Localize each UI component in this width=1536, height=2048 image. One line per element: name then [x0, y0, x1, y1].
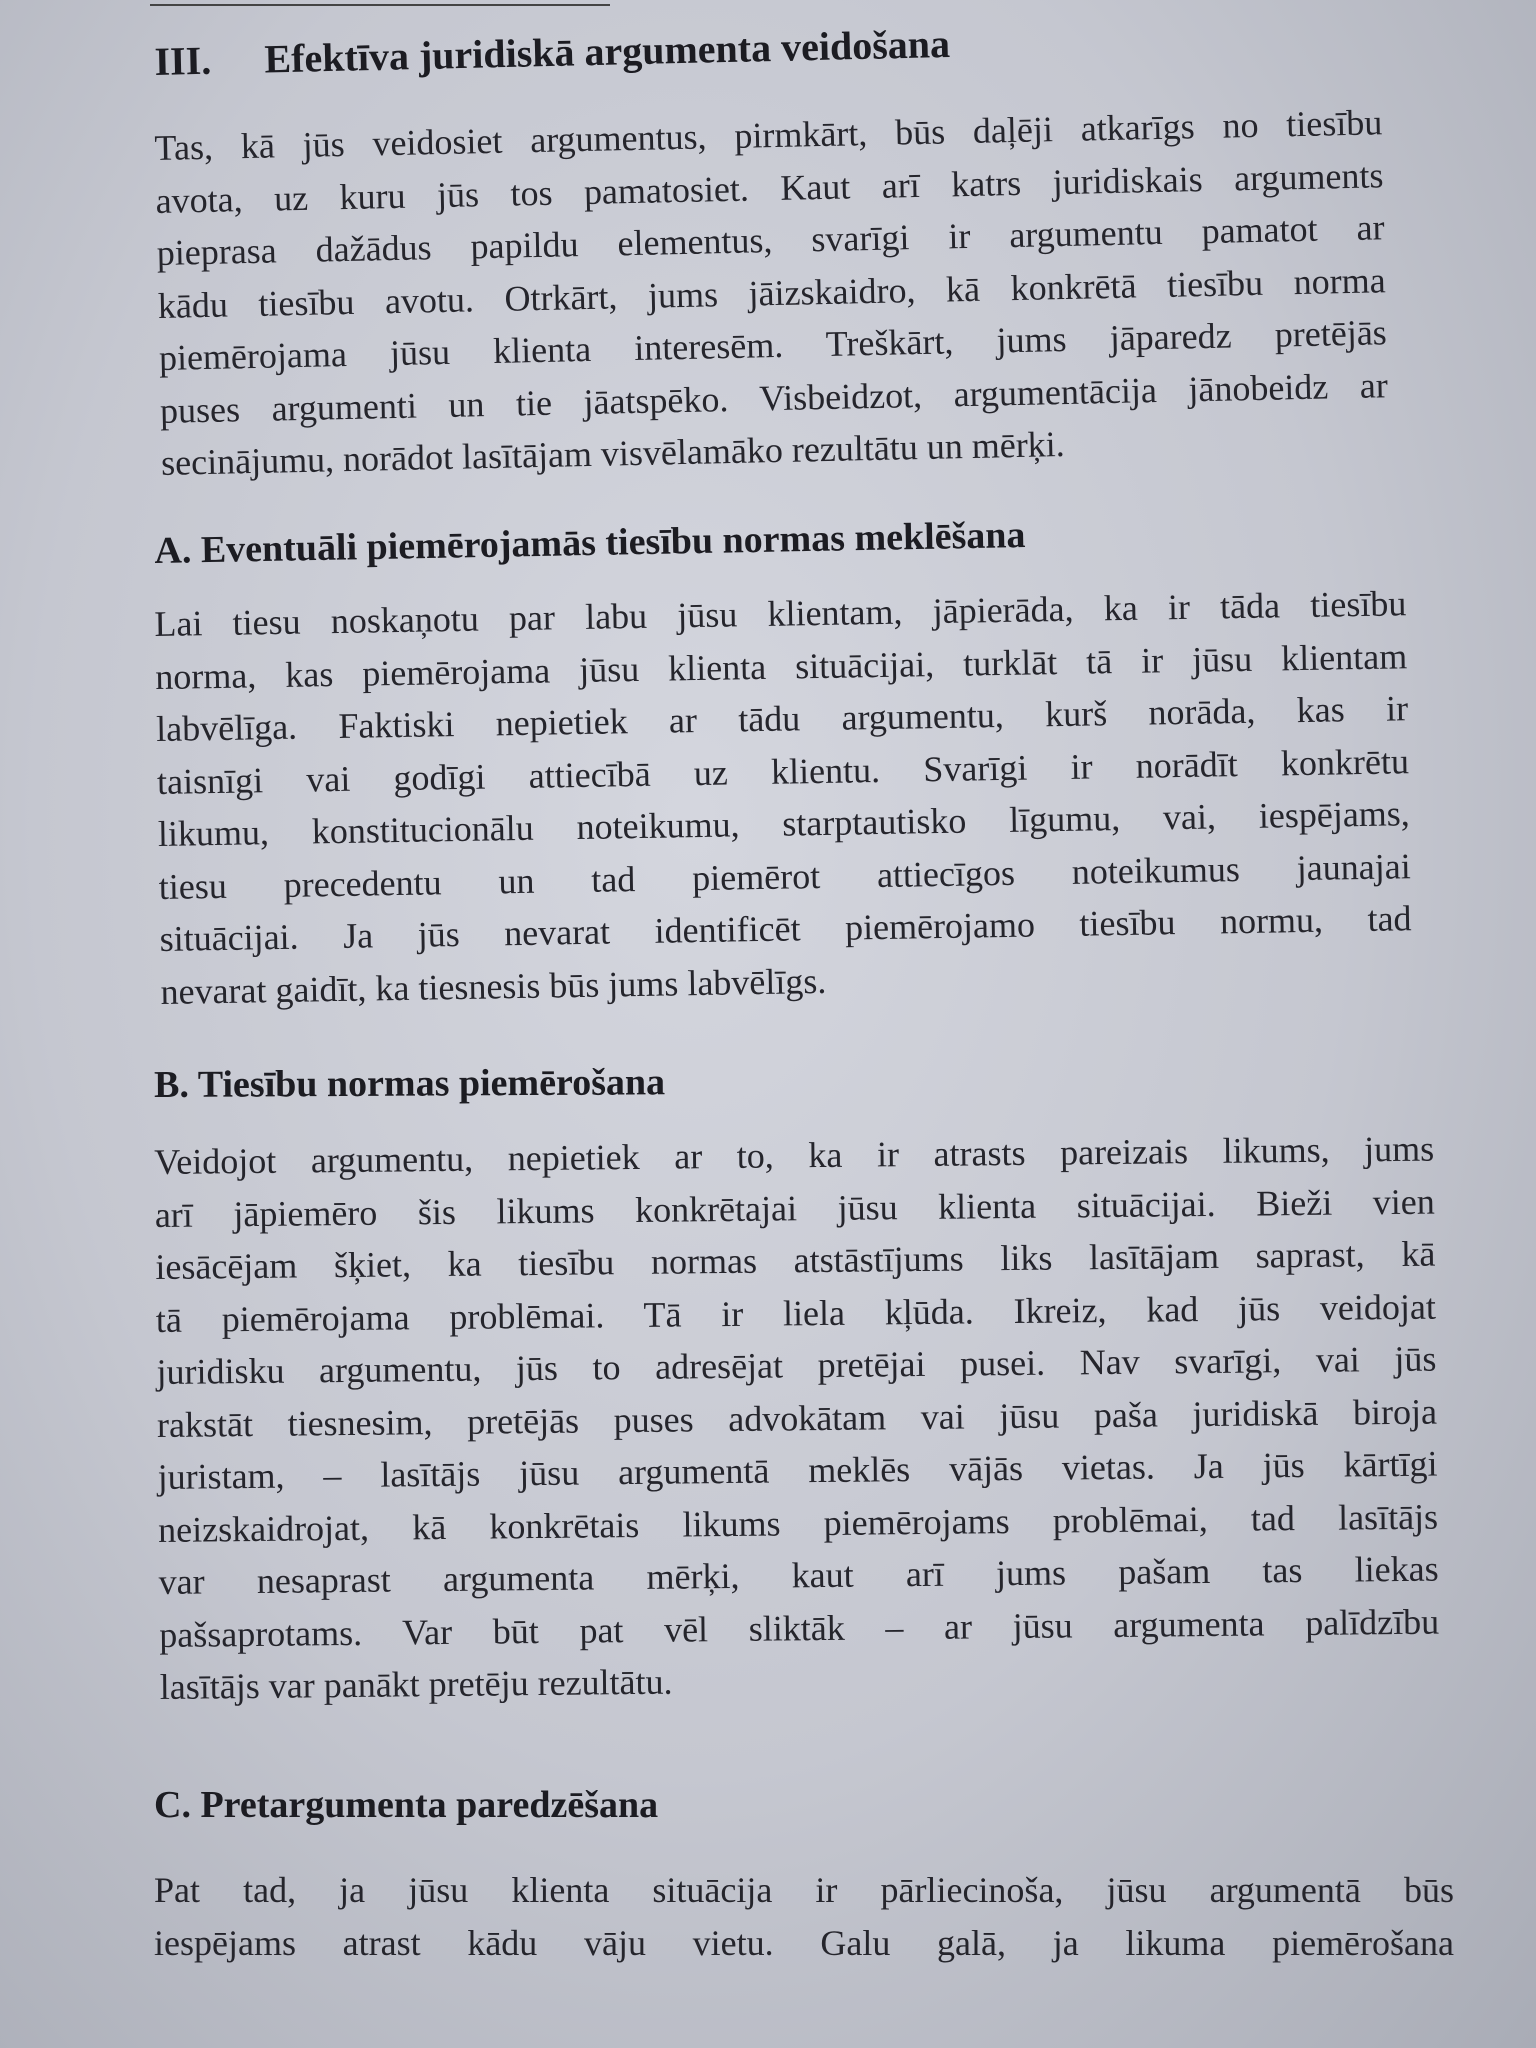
paragraph-line: norma, kas piemērojama jūsu klienta situācijai, turklāt tā ir jūsu klientam — [154, 635, 1408, 697]
intro-paragraph — [154, 96, 1389, 489]
paragraph-line: kādu tiesību avotu. Otrkārt, jums jāizskaidro, kā konkrētā tiesību norma — [157, 259, 1386, 326]
paragraph-line: situācijai. Ja jūs nevarat identificēt piemērojamo tiesību normu, tad — [159, 898, 1412, 959]
paragraph-line: puses argumenti un tie jāatspēko. Visbeidzot, argumentācija jānobeidz ar — [159, 364, 1389, 431]
section-c-heading — [154, 1782, 1454, 1828]
paragraph-line: juristam, – lasītājs jūsu argumentā meklēs vājās vietas. Ja jūs kārtīgi — [157, 1443, 1438, 1497]
section-a-heading — [154, 504, 1455, 574]
section-b-heading — [154, 1055, 1454, 1108]
section-title: B. Tiesību normas piemērošana — [154, 1061, 666, 1106]
paragraph-line: juridisku argumentu, jūs to adresējat pretējai pusei. Nav svarīgi, vai jūs — [156, 1338, 1437, 1392]
section-c-paragraph — [154, 1864, 1454, 1969]
paragraph-line: nevarat gaidīt, ka tiesnesis būs jums labvēlīgs. — [160, 960, 827, 1012]
paragraph-line: arī jāpiemēro šis likums konkrētajai jūsu klienta situācijai. Bieži vien — [154, 1181, 1435, 1235]
paragraph-line: pieprasa dažādus papildu elementus, svarīgi ir argumentu pamatot ar — [156, 207, 1385, 273]
paragraph-line: secinājumu, norādot lasītājam visvēlamāko rezultātu un mērķi. — [160, 424, 1066, 483]
chapter-title: Efektīva juridiskā argumenta veidošana — [263, 20, 951, 82]
paragraph-line: lasītājs var panākt pretēju rezultātu. — [159, 1661, 673, 1707]
section-title: C. Pretargumenta paredzēšana — [154, 1784, 659, 1826]
paragraph-line: rakstāt tiesnesim, pretējās puses advokātam vai jūsu paša juridiskā biroja — [156, 1391, 1438, 1445]
chapter-heading — [154, 9, 1455, 86]
paragraph-line: neizskaidrojat, kā konkrētais likums piemērojams problēmai, tad lasītājs — [157, 1496, 1439, 1550]
top-rule — [150, 4, 610, 6]
paragraph-line: piemērojama jūsu klienta interesēm. Treškārt, jums jāparedz pretējās — [158, 312, 1388, 378]
paragraph-line: avota, uz kuru jūs tos pamatosiet. Kaut arī katrs juridiskais arguments — [155, 154, 1384, 221]
paragraph-line: pašsaprotams. Var būt pat vēl sliktāk – ar jūsu argumenta palīdzību — [159, 1601, 1440, 1655]
paragraph-line: var nesaprast argumenta mērķi, kaut arī jums pašam tas liekas — [158, 1548, 1439, 1602]
section-title: A. Eventuāli piemērojamās tiesību normas meklēšana — [154, 514, 1026, 572]
paragraph-line: taisnīgi vai godīgi attiecībā uz klientu. Svarīgi ir norādīt konkrētu — [156, 740, 1410, 802]
paragraph-line: likumu, konstitucionālu noteikumu, starptautisko līgumu, vai, iespējams, — [157, 793, 1411, 854]
paragraph-line: iespējams atrast kādu vāju vietu. Galu galā, ja likuma piemērošana — [154, 1922, 1454, 1963]
section-b-paragraph — [154, 1123, 1440, 1714]
chapter-number: III. — [154, 37, 212, 84]
paragraph-line: tā piemērojama problēmai. Tā ir liela kļūda. Ikreiz, kad jūs veidojat — [155, 1286, 1437, 1340]
section-a-paragraph — [154, 577, 1413, 1018]
paragraph-line: Lai tiesu noskaņotu par labu jūsu klientam, jāpierāda, ka ir tāda tiesību — [154, 583, 1407, 644]
paragraph-line: Pat tad, ja jūsu klienta situācija ir pārliecinoša, jūsu argumentā būs — [154, 1870, 1454, 1910]
paragraph-line: Tas, kā jūs veidosiet argumentus, pirmkārt, būs daļēji atkarīgs no tiesību — [154, 102, 1383, 168]
paragraph-line: iesācējam šķiet, ka tiesību normas atstāstījums liks lasītājam saprast, kā — [155, 1233, 1436, 1287]
paragraph-line: labvēlīga. Faktiski nepietiek ar tādu argumentu, kurš norāda, kas ir — [155, 688, 1409, 749]
paragraph-line: Veidojot argumentu, nepietiek ar to, ka ir atrasts pareizais likums, jums — [154, 1128, 1435, 1182]
paragraph-line: tiesu precedentu un tad piemērot attiecīgos noteikumus jaunajai — [158, 845, 1411, 907]
